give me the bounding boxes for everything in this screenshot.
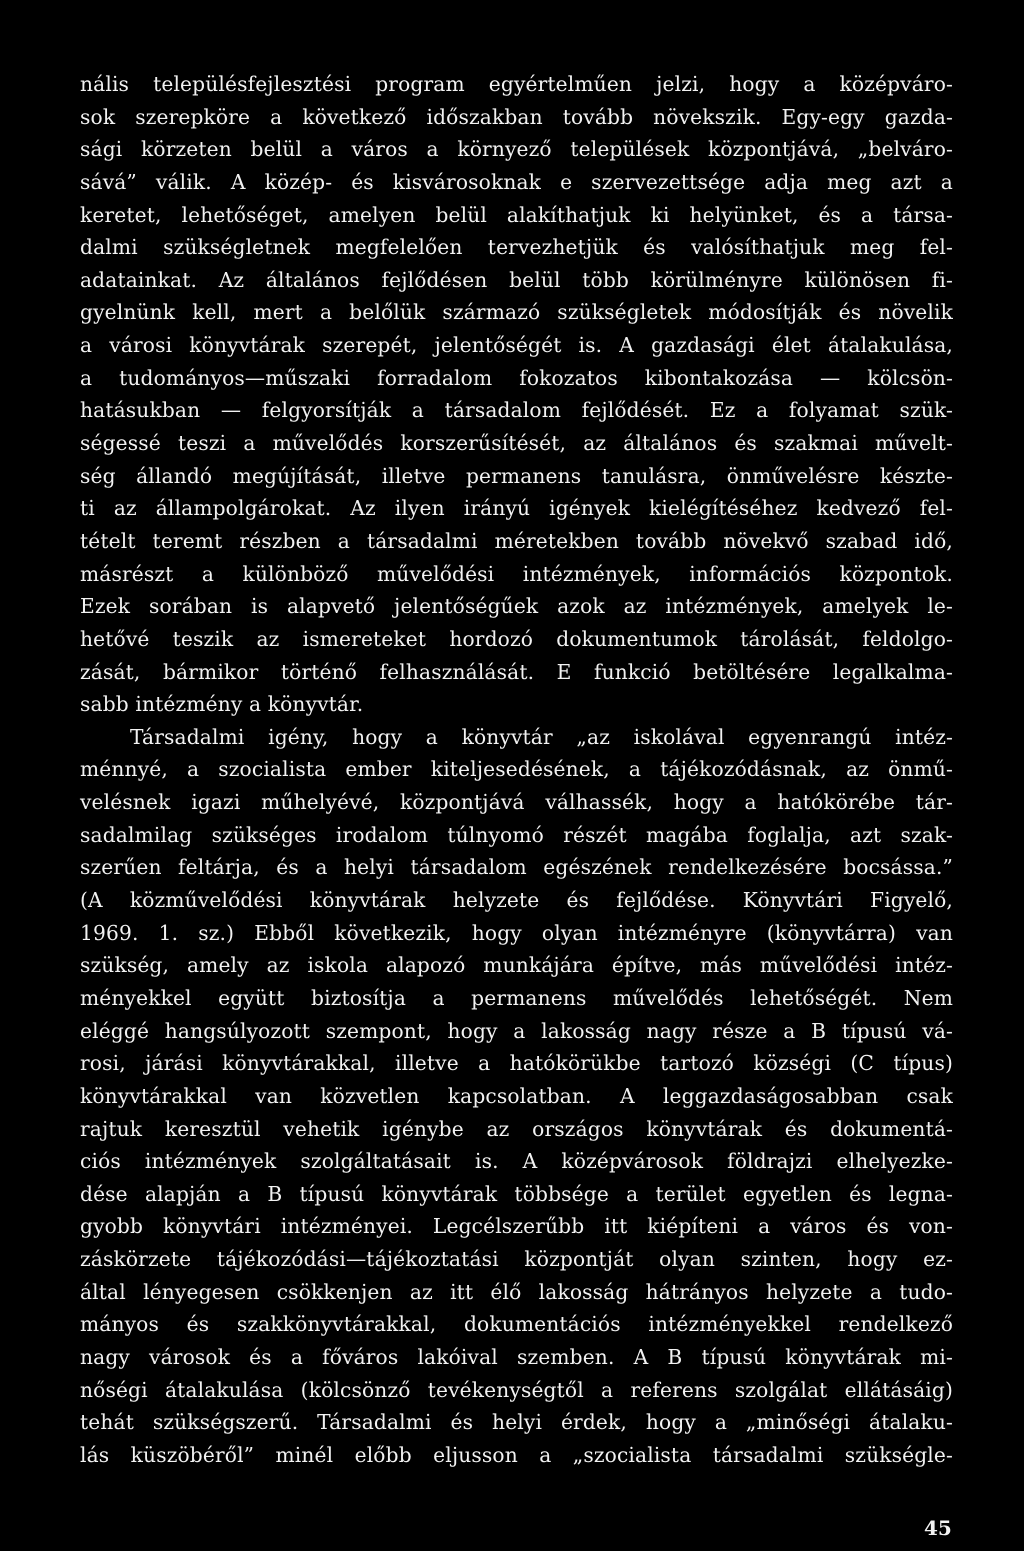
text-line: szükség, amely az iskola alapozó munkájára építve, más művelődési intéz- <box>80 953 953 978</box>
paragraph-2 <box>80 721 953 1472</box>
text-line: lás küszöbéről” minél előbb eljusson a „szocialista társadalmi szükségle- <box>80 1442 953 1467</box>
text-line: nagy városok és a főváros lakóival szemben. A B típusú könyvtárak mi- <box>80 1344 953 1369</box>
text-line: dése alapján a B típusú könyvtárak többsége a terület egyetlen és legna- <box>80 1181 953 1206</box>
text-line: 1969. 1. sz.) Ebből következik, hogy olyan intézményre (könyvtárra) van <box>80 920 953 945</box>
text-line: rajtuk keresztül vehetik igénybe az országos könyvtárak és dokumentá- <box>80 1116 953 1141</box>
text-line: nális településfejlesztési program egyértelműen jelzi, hogy a középváro- <box>80 72 953 96</box>
page-number: 45 <box>924 1516 952 1540</box>
text-line: ménnyé, a szocialista ember kiteljesedésének, a tájékozódásnak, az önmű- <box>80 757 953 782</box>
text-line: mányos és szakkönyvtárakkal, dokumentációs intézményekkel rendelkező <box>80 1312 953 1337</box>
text-line: ményekkel együtt biztosítja a permanens művelődés lehetőségét. Nem <box>80 985 953 1010</box>
text-line: ség állandó megújítását, illetve permanens tanulásra, önművelésre készte- <box>80 463 953 488</box>
text-line: sadalmilag szükséges irodalom túlnyomó részét magába foglalja, azt szak- <box>80 822 953 847</box>
text-line: tehát szükségszerű. Társadalmi és helyi érdek, hogy a „minőségi átalaku- <box>80 1410 953 1435</box>
text-line: dalmi szükségletnek megfelelően tervezhetjük és valósíthatjuk meg fel- <box>80 235 953 260</box>
text-line: velésnek igazi műhelyévé, központjává válhassék, hogy a hatókörébe tár- <box>80 790 953 815</box>
text-line: sok szerepköre a következő időszakban tovább növekszik. Egy-egy gazda- <box>80 104 953 129</box>
text-line: zását, bármikor történő felhasználását. E funkció betöltésére legalkalma- <box>80 659 953 684</box>
text-line: tételt teremt részben a társadalmi méretekben tovább növekvő szabad idő, <box>80 528 953 553</box>
text-line: sági körzeten belül a város a környező települések központjává, „belváro- <box>80 137 953 162</box>
text-line: gyobb könyvtári intézményei. Legcélszerűbb itt kiépíteni a város és von- <box>80 1214 953 1239</box>
text-line: rosi, járási könyvtárakkal, illetve a hatókörükbe tartozó községi (C típus) <box>80 1051 953 1076</box>
text-line: záskörzete tájékozódási—tájékoztatási központját olyan szinten, hogy ez- <box>80 1247 953 1272</box>
text-line: könyvtárakkal van közvetlen kapcsolatban. A leggazdaságosabban csak <box>80 1083 953 1108</box>
text-line: a városi könyvtárak szerepét, jelentőségét is. A gazdasági élet átalakulása, <box>80 333 953 358</box>
text-line: által lényegesen csökkenjen az itt élő lakosság hátrányos helyzete a tudo- <box>80 1279 953 1304</box>
text-line: keretet, lehetőséget, amelyen belül alakíthatjuk ki helyünket, és a társa- <box>80 202 953 227</box>
text-line: nőségi átalakulása (kölcsönző tevékenységtől a referens szolgálat ellátásáig) <box>80 1377 953 1402</box>
text-line: Társadalmi igény, hogy a könyvtár „az iskolával egyenrangú intéz- <box>130 724 953 749</box>
text-line: sává” válik. A közép- és kisvárosoknak e szervezettsége adja meg azt a <box>80 169 953 194</box>
text-line: ciós intézmények szolgáltatásait is. A középvárosok földrajzi elhelyezke- <box>80 1149 953 1174</box>
text-line: ségessé teszi a művelődés korszerűsítését, az általános és szakmai művelt- <box>80 431 953 456</box>
text-line: ti az állampolgárokat. Az ilyen irányú igények kielégítéséhez kedvező fel- <box>80 496 953 521</box>
paragraph-1 <box>80 68 953 721</box>
text-line: másrészt a különböző művelődési intézmények, információs központok. <box>80 561 953 586</box>
text-line: adatainkat. Az általános fejlődésen belül több körülményre különösen fi- <box>80 267 953 292</box>
text-line: gyelnünk kell, mert a belőlük származó szükségletek módosítják és növelik <box>80 300 953 325</box>
text-line: Ezek sorában is alapvető jelentőségűek azok az intézmények, amelyek le- <box>80 594 953 619</box>
text-line: eléggé hangsúlyozott szempont, hogy a lakosság nagy része a B típusú vá- <box>80 1018 953 1043</box>
text-line: sabb intézmény a könyvtár. <box>80 692 364 717</box>
page-body <box>80 68 953 1472</box>
text-line: (A közművelődési könyvtárak helyzete és fejlődése. Könyvtári Figyelő, <box>80 888 953 913</box>
text-line: a tudományos—műszaki forradalom fokozatos kibontakozása — kölcsön- <box>80 365 953 390</box>
text-line: szerűen feltárja, és a helyi társadalom egészének rendelkezésére bocsássa.” <box>80 855 953 880</box>
text-line: hetővé teszik az ismereteket hordozó dokumentumok tárolását, feldolgo- <box>80 626 953 651</box>
text-line: hatásukban — felgyorsítják a társadalom fejlődését. Ez a folyamat szük- <box>80 398 953 423</box>
